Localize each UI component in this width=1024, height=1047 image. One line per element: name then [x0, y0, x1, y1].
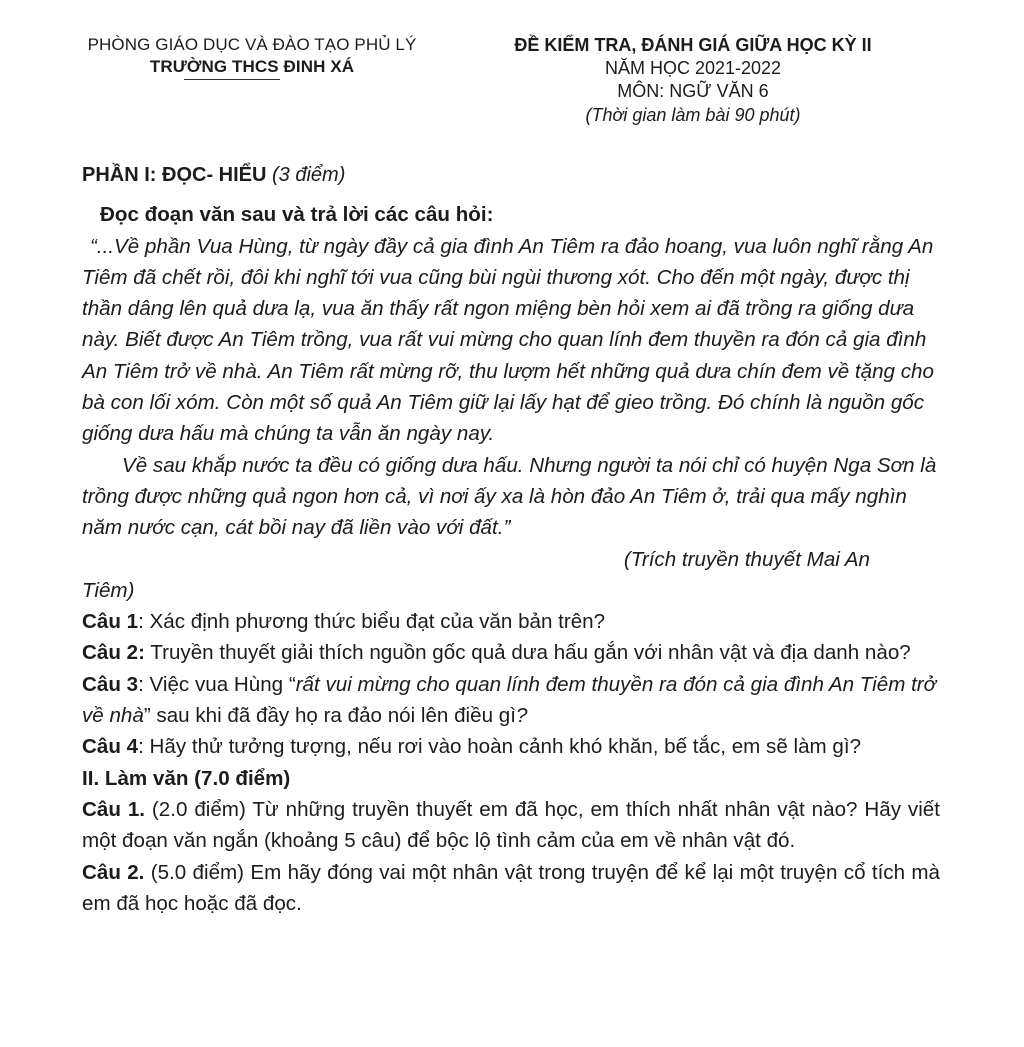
exam-content: [82, 160, 940, 919]
department-name: PHÒNG GIÁO DỤC VÀ ĐÀO TẠO PHỦ LÝ: [87, 35, 417, 54]
question-1: [82, 606, 940, 637]
school-name: TRƯỜNG THCS ĐINH XÁ: [149, 57, 355, 76]
school-year: NĂM HỌC 2021-2022: [604, 58, 782, 78]
question-3-qmark: ?: [515, 704, 528, 728]
writing-question-2-label: Câu 2.: [82, 860, 145, 884]
subject: MÔN: NGỮ VĂN 6: [617, 81, 769, 101]
passage-source-line-1: (Trích truyền thuyết Mai An: [623, 547, 870, 571]
question-1-label: Câu 1: [82, 610, 139, 634]
question-3-text-b: ” sau khi đã đầy họ ra đảo nói lên điều gì: [143, 704, 516, 728]
header-right: [478, 34, 908, 127]
school-underline: [184, 79, 280, 80]
passage-paragraph-1: “...Về phần Vua Hùng, từ ngày đầy cả gia đình An Tiêm ra đảo hoang, vua luôn nghĩ rằng An Tiêm đã chết rồi, đôi khi nghĩ tới vua cũng bùi ngùi thương xót. Cho đến một ngày, được thị thần dâng lên quả dưa lạ, vua ăn thấy rất ngon miệng bèn hỏi xem ai đã trồng ra giống dưa này. Biết được An Tiêm trồng, vua rất vui mừng cho quan lính đem thuyền ra đón cả gia đình An Tiêm trở về nhà. An Tiêm rất mừng rỡ, thu lượm hết những quả dưa chín đem về tặng cho bà con lối xóm. Còn một số quả An Tiêm giữ lại lấy hạt để gieo trồng. Đó chính là nguồn gốc giống dưa hấu mà chúng ta vẫn ăn ngày nay.: [82, 234, 934, 446]
writing-question-2-text: (5.0 điểm) Em hãy đóng vai một nhân vật trong truyện để kể lại một truyện cổ tích mà em đã học hoặc đã đọc.: [82, 860, 940, 915]
writing-question-2: [82, 857, 940, 920]
part1-title-text: PHẦN I: ĐỌC- HIỂU: [82, 164, 267, 186]
question-4-text: : Hãy thử tưởng tượng, nếu rơi vào hoàn cảnh khó khăn, bế tắc, em sẽ làm gì?: [138, 735, 862, 759]
question-3-text-a: : Việc vua Hùng “: [138, 672, 296, 696]
question-3-quote: rất vui mừng cho quan lính đem thuyền ra đón cả gia đình An Tiêm trở về nhà: [82, 672, 937, 728]
writing-question-1: [82, 794, 940, 857]
question-4: [82, 731, 940, 762]
question-3-label: Câu 3: [82, 672, 139, 696]
question-3: [82, 669, 940, 732]
writing-question-1-label: Câu 1.: [82, 797, 145, 821]
reading-instruction: Đọc đoạn văn sau và trả lời các câu hỏi:: [100, 203, 494, 227]
question-2-text: Truyền thuyết giải thích nguồn gốc quả dưa hấu gắn với nhân vật và địa danh nào?: [144, 641, 911, 665]
part1-title: [82, 160, 940, 191]
header-left: [62, 34, 442, 80]
question-2: [82, 637, 940, 668]
part1-points: (3 điểm): [272, 164, 346, 186]
part2-title: II. Làm văn (7.0 điểm): [82, 766, 291, 790]
writing-question-1-text: (2.0 điểm) Từ những truyền thuyết em đã học, em thích nhất nhân vật nào? Hãy viết một đoạn văn ngắn (khoảng 5 câu) để bộc lộ tình cảm của em về nhân vật đó.: [82, 797, 940, 853]
passage-source-line-2: Tiêm): [82, 578, 135, 602]
passage-paragraph-2: Về sau khắp nước ta đều có giống dưa hấu. Nhưng người ta nói chỉ có huyện Nga Sơn là trồng được những quả ngon hơn cả, vì nơi ấy xa là hòn đảo An Tiêm ở, trải qua mấy nghìn năm nước cạn, cát bồi nay đã liền vào với đất.”: [82, 453, 937, 540]
question-2-label: Câu 2:: [82, 641, 145, 665]
question-4-label: Câu 4: [82, 735, 139, 759]
duration: (Thời gian làm bài 90 phút): [585, 105, 801, 125]
question-1-text: : Xác định phương thức biểu đạt của văn bản trên?: [138, 610, 606, 634]
exam-title: ĐỀ KIỂM TRA, ĐÁNH GIÁ GIỮA HỌC KỲ II: [514, 35, 872, 55]
